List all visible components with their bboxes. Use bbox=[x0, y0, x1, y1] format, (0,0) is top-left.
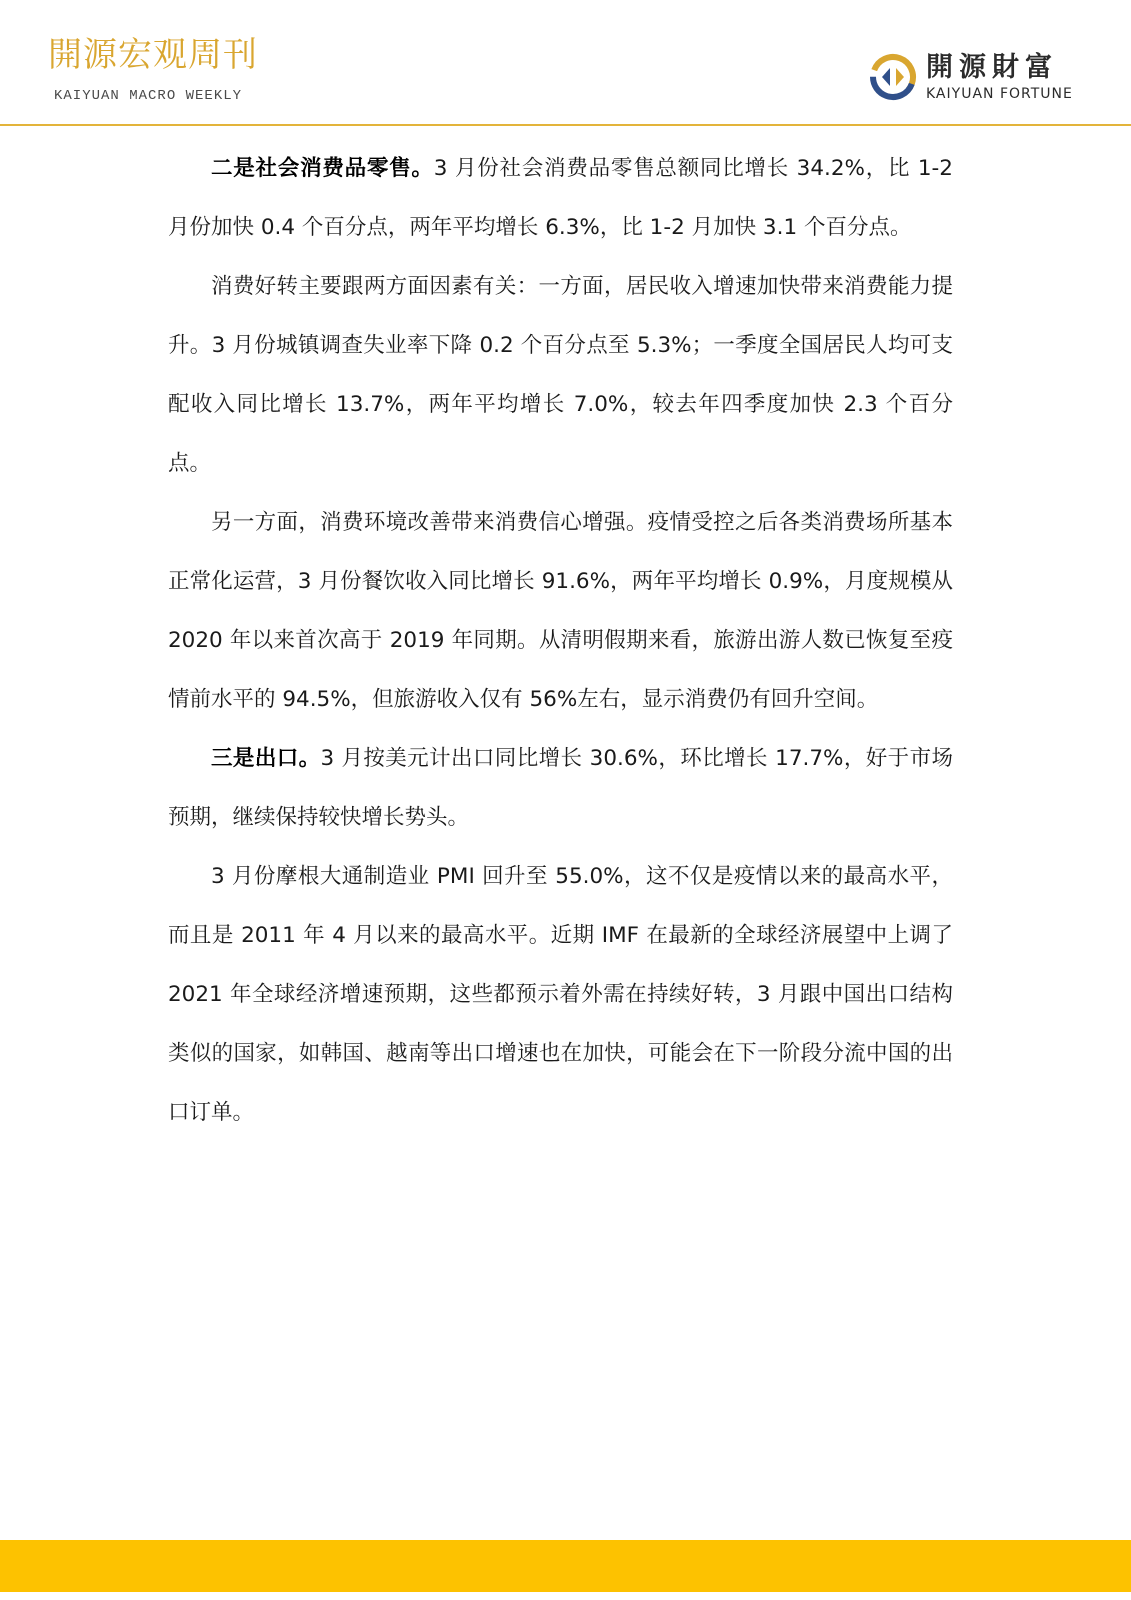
logo-text-cn: 開源財富 bbox=[926, 52, 1058, 83]
company-logo bbox=[868, 52, 1098, 104]
publication-title: 開源宏观周刊 bbox=[48, 35, 258, 75]
section-heading-exports: 三是出口。 bbox=[211, 746, 321, 771]
publication-subtitle: KAIYUAN MACRO WEEKLY bbox=[54, 88, 243, 104]
paragraph-consumption-environment bbox=[168, 493, 953, 729]
header-divider bbox=[0, 124, 1131, 126]
paragraph-exports bbox=[168, 729, 953, 847]
paragraph-text: 消费好转主要跟两方面因素有关：一方面，居民收入增速加快带来消费能力提升。3 月份城镇调查失业率下降 0.2 个百分点至 5.3%；一季度全国居民人均可支配收入同比增长 13.7%，两年平均增长 7.0%，较去年四季度加快 2.3 个百分点。 bbox=[168, 274, 953, 476]
paragraph-pmi bbox=[168, 847, 953, 1142]
paragraph-retail bbox=[168, 139, 953, 257]
section-heading-retail: 二是社会消费品零售。 bbox=[211, 156, 434, 181]
paragraph-text: 3 月份社会消费品零售总额同比增长 34.2%，比 1-2 月份加快 0.4 个百分点，两年平均增长 6.3%，比 1-2 月加快 3.1 个百分点。 bbox=[168, 156, 953, 240]
footer-bar bbox=[0, 1540, 1131, 1592]
page-header bbox=[0, 0, 1131, 126]
logo-text-en: KAIYUAN FORTUNE bbox=[926, 86, 1073, 102]
article-body bbox=[168, 139, 953, 1142]
paragraph-text: 3 月按美元计出口同比增长 30.6%，环比增长 17.7%，好于市场预期，继续保持较快增长势头。 bbox=[168, 746, 953, 830]
paragraph-text: 3 月份摩根大通制造业 PMI 回升至 55.0%，这不仅是疫情以来的最高水平，而且是 2011 年 4 月以来的最高水平。近期 IMF 在最新的全球经济展望中上调了 2021 年全球经济增速预期，这些都预示着外需在持续好转，3 月跟中国出口结构类似的国家，如韩国、越南等出口增速也在加快，可能会在下一阶段分流中国的出口订单。 bbox=[168, 864, 953, 1125]
paragraph-text: 另一方面，消费环境改善带来消费信心增强。疫情受控之后各类消费场所基本正常化运营，3 月份餐饮收入同比增长 91.6%，两年平均增长 0.9%，月度规模从 2020 年以来首次高于 2019 年同期。从清明假期来看，旅游出游人数已恢复至疫情前水平的 94.5%，但旅游收入仅有 56%左右，显示消费仍有回升空间。 bbox=[168, 510, 953, 712]
kaiyuan-logo-icon bbox=[868, 52, 918, 102]
paragraph-consumption-drivers bbox=[168, 257, 953, 493]
